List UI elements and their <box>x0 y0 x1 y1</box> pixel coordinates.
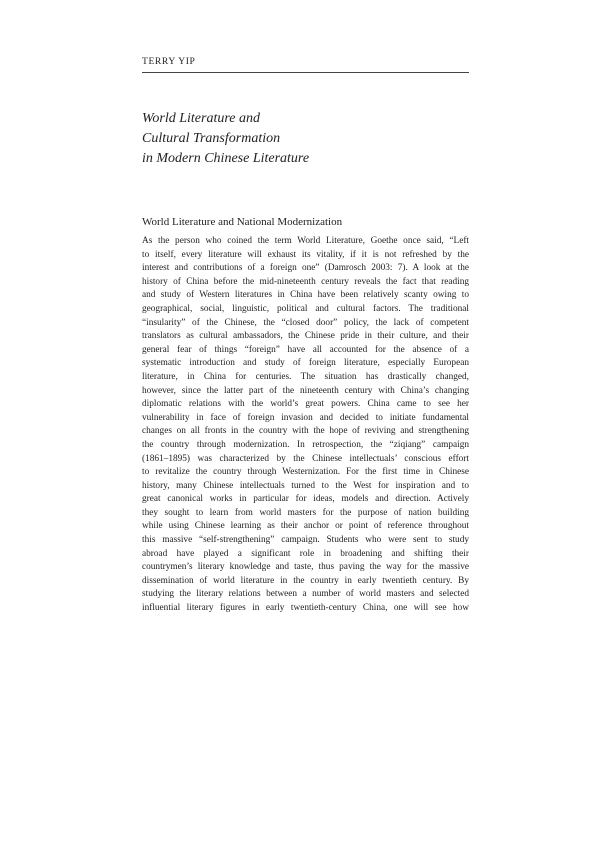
body-text-line <box>142 548 469 562</box>
body-text-line-content: they sought to learn from world masters for the purpose of nation building <box>142 507 469 518</box>
running-head-author: TERRY YIP <box>142 56 196 67</box>
body-text-line-content: abroad have played a significant role in broadening and shifting their <box>142 548 469 559</box>
title-line: in Modern Chinese Literature <box>142 151 310 166</box>
body-text-line <box>142 303 469 317</box>
body-text-line <box>142 371 469 385</box>
body-text-line <box>142 249 469 263</box>
body-text-line <box>142 317 469 331</box>
body-text-line-content: literature, in China for centuries. The situation has drastically changed, <box>142 371 469 382</box>
body-text-line-content: general fear of things “foreign” have all accounted for the absence of a <box>142 344 469 355</box>
body-text-line-content: vulnerability in face of foreign invasion and decided to initiate fundamental <box>142 412 469 423</box>
body-text-line-content: history of China before the mid-nineteenth century reveals the fact that reading <box>142 276 469 287</box>
body-text-line <box>142 493 469 507</box>
body-text-line-content: dissemination of world literature in the country in early twentieth century. By <box>142 575 469 586</box>
title-line: World Literature and <box>142 111 260 126</box>
body-text-line-content: to revitalize the country through Westernization. For the first time in Chinese <box>142 467 469 478</box>
body-text-line <box>142 588 469 602</box>
body-text-line <box>142 575 469 589</box>
body-text-line-content: “insularity” of the Chinese, the “closed door” policy, the lack of competent <box>142 317 469 328</box>
body-text-line-content: systematic introduction and study of foreign literature, especially European <box>142 358 469 369</box>
body-text-line-content: interest and contributions of a foreign one” (Damrosch 2003: 7). A look at the <box>142 263 469 274</box>
body-text-line <box>142 520 469 534</box>
body-text-line-content: however, since the latter part of the nineteenth century with China’s changing <box>142 385 469 396</box>
body-text-line-content: studying the literary relations between a number of world masters and selected <box>142 589 469 600</box>
body-text-line-content: this massive “self-strengthening” campaign. Students who were sent to study <box>142 535 469 546</box>
body-text-line-content: diplomatic relations with the world’s great powers. China came to see her <box>142 399 469 410</box>
body-text-line <box>142 235 469 249</box>
body-text-line <box>142 534 469 548</box>
body-text-line <box>142 398 469 412</box>
body-text-line <box>142 602 469 616</box>
body-text-line <box>142 439 469 453</box>
section-heading: World Literature and National Modernization <box>142 216 343 228</box>
body-text-line-content: history, many Chinese intellectuals turned to the West for inspiration and to <box>142 480 469 491</box>
body-text-line-content: As the person who coined the term World Literature, Goethe once said, “Left <box>142 236 469 246</box>
title-line: Cultural Transformation <box>142 131 281 146</box>
body-text-line <box>142 480 469 494</box>
body-text-line-content: great canonical works in particular for ideas, models and direction. Actively <box>142 494 469 505</box>
body-text-line-content: influential literary figures in early twentieth-century China, one will see how <box>142 603 469 614</box>
header-rule <box>142 72 469 73</box>
body-text-line-content: changes on all fronts in the country with the hope of reviving and strengthening <box>142 426 469 437</box>
body-text-line <box>142 385 469 399</box>
body-text-line <box>142 466 469 480</box>
chapter-title <box>142 109 469 169</box>
body-text-line-content: the country through modernization. In retrospection, the “ziqiang” campaign <box>142 439 469 450</box>
body-text-line <box>142 412 469 426</box>
body-text-line-content: to itself, every literature will exhaust its vitality, if it is not refreshed by the <box>142 249 469 260</box>
body-text-line <box>142 357 469 371</box>
body-text-line-content: translators as cultural ambassadors, the Chinese pride in their culture, and their <box>142 331 469 342</box>
body-text-line <box>142 344 469 358</box>
body-text-line <box>142 330 469 344</box>
body-text-line-content: countrymen’s literary knowledge and taste, thus paving the way for the massive <box>142 562 469 573</box>
body-text-line <box>142 507 469 521</box>
body-text-line <box>142 262 469 276</box>
body-text-line <box>142 289 469 303</box>
body-text-line <box>142 561 469 575</box>
body-text-line <box>142 425 469 439</box>
body-text-line-content: and study of Western literatures in China have been relatively scanty owing to <box>142 290 469 301</box>
body-text-line <box>142 276 469 290</box>
body-text-line <box>142 453 469 467</box>
body-text-line-content: while using Chinese learning as their anchor or point of reference throughout <box>142 521 469 532</box>
body-text-line-content: (1861–1895) was characterized by the Chinese intellectuals’ conscious effort <box>142 453 469 464</box>
body-text-line-content: geographical, social, linguistic, political and cultural factors. The traditional <box>142 303 469 314</box>
body-paragraph <box>142 235 469 616</box>
